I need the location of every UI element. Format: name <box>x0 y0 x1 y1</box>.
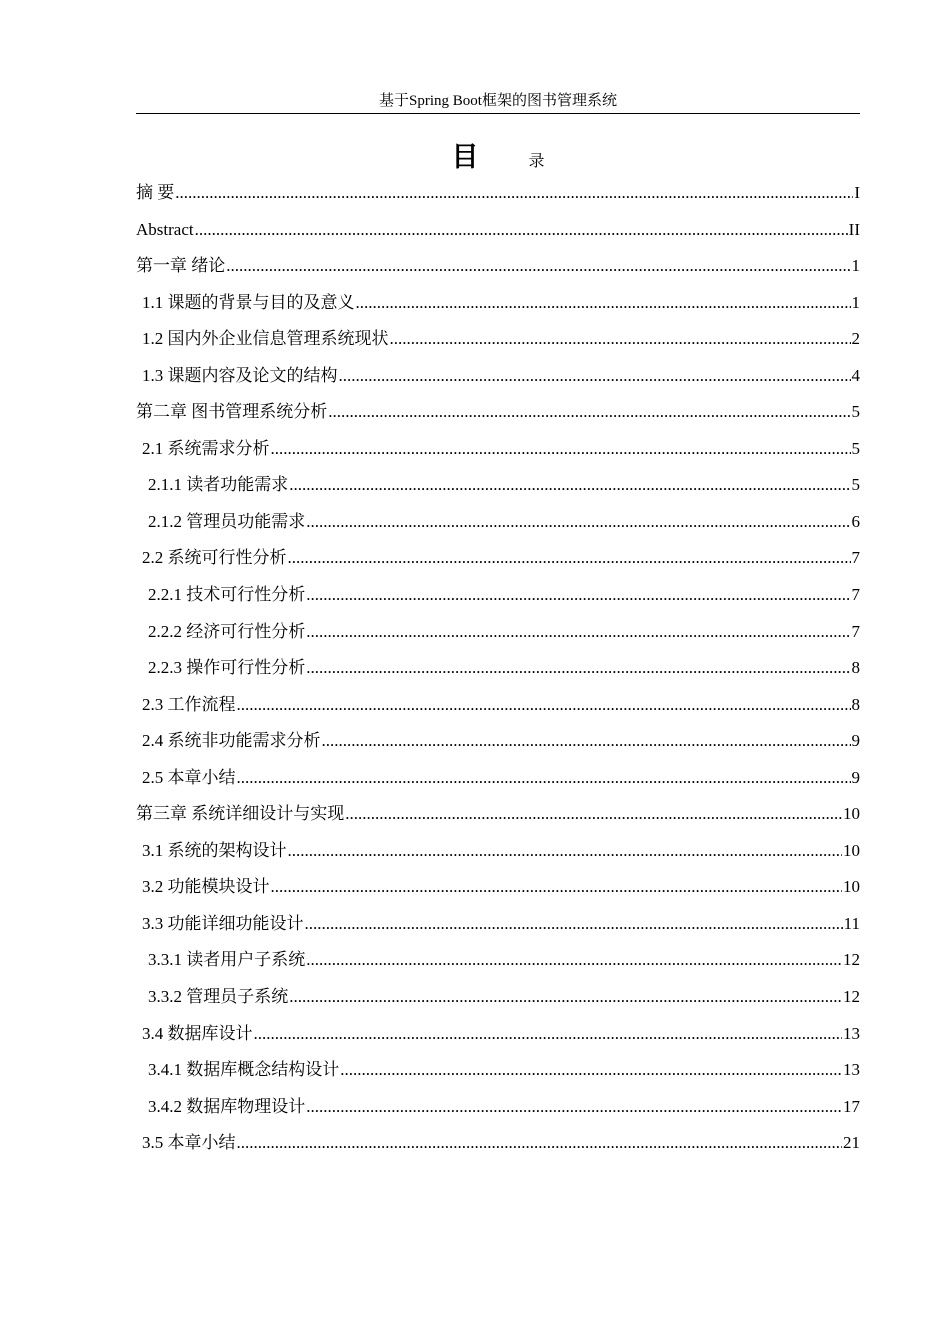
toc-entry-label: 1.2 国内外企业信息管理系统现状 <box>142 329 389 349</box>
toc-entry-page: 5 <box>851 438 860 458</box>
toc-dot-leader <box>339 358 851 394</box>
toc-entry-label: 1.3 课题内容及论文的结构 <box>142 365 338 385</box>
toc-entry-label: 2.1.2 管理员功能需求 <box>148 511 306 531</box>
toc-entry[interactable] <box>136 504 860 541</box>
toc-entry-label: 3.1 系统的架构设计 <box>142 840 287 860</box>
toc-dot-leader <box>306 1089 842 1125</box>
toc-entry-label: 2.1.1 读者功能需求 <box>148 475 289 495</box>
toc-entry-page: 12 <box>843 950 860 970</box>
toc-dot-leader <box>271 431 851 467</box>
toc-entry[interactable] <box>136 431 860 468</box>
toc-entry[interactable] <box>136 175 860 212</box>
toc-dot-leader <box>356 285 851 321</box>
toc-entry[interactable] <box>136 979 860 1016</box>
toc-entry[interactable] <box>136 760 860 797</box>
toc-entry-label: 2.1 系统需求分析 <box>142 438 270 458</box>
toc-dot-leader <box>322 723 851 759</box>
toc-entry-page: 1 <box>851 256 860 276</box>
toc-dot-leader <box>288 833 843 869</box>
toc-dot-leader <box>340 1052 842 1088</box>
page-header: 基于Spring Boot框架的图书管理系统 <box>379 93 617 109</box>
toc-dot-leader <box>175 175 853 211</box>
toc-entry-page: 7 <box>851 621 860 641</box>
toc-entry-page: 13 <box>843 1023 860 1043</box>
toc-entry-label: 1.1 课题的背景与目的及意义 <box>142 292 355 312</box>
toc-title-part2: 录 <box>528 153 545 170</box>
toc-entry-label: 2.2.2 经济可行性分析 <box>148 621 306 641</box>
toc-entry[interactable] <box>136 285 860 322</box>
toc-entry-page: 9 <box>851 731 860 751</box>
toc-dot-leader <box>271 869 843 905</box>
toc-entry-label: 摘 要 <box>136 183 175 202</box>
table-of-contents <box>136 175 860 1162</box>
toc-entry[interactable] <box>136 1016 860 1053</box>
toc-entry-label: 2.5 本章小结 <box>142 767 236 787</box>
toc-dot-leader <box>254 1016 843 1052</box>
toc-dot-leader <box>390 321 851 357</box>
toc-entry-page: 6 <box>851 511 860 531</box>
toc-entry-label: 第一章 绪论 <box>136 256 226 276</box>
toc-entry[interactable] <box>136 577 860 614</box>
header-rule <box>136 113 860 114</box>
toc-title-part1: 目 <box>451 142 479 172</box>
toc-entry-label: 3.3 功能详细功能设计 <box>142 913 304 933</box>
toc-entry-page: 7 <box>851 585 860 605</box>
toc-entry-label: 2.4 系统非功能需求分析 <box>142 731 321 751</box>
toc-entry[interactable] <box>136 1089 860 1126</box>
toc-entry-page: 12 <box>843 987 860 1007</box>
toc-entry-label: 3.3.1 读者用户子系统 <box>148 950 306 970</box>
toc-entry-page: 10 <box>843 877 860 897</box>
toc-entry-page: 2 <box>851 329 860 349</box>
toc-entry[interactable] <box>136 358 860 395</box>
toc-entry-label: 3.2 功能模块设计 <box>142 877 270 897</box>
toc-entry-label: 2.2 系统可行性分析 <box>142 548 287 568</box>
toc-entry[interactable] <box>136 942 860 979</box>
toc-dot-leader <box>306 577 850 613</box>
toc-entry-label: 3.4 数据库设计 <box>142 1023 253 1043</box>
toc-entry-page: 1 <box>851 292 860 312</box>
toc-entry-label: Abstract <box>136 219 194 239</box>
toc-entry-page: 9 <box>851 767 860 787</box>
toc-dot-leader <box>305 906 843 942</box>
toc-entry[interactable] <box>136 869 860 906</box>
toc-entry-page: 7 <box>851 548 860 568</box>
toc-dot-leader <box>288 540 851 576</box>
toc-entry-label: 2.2.1 技术可行性分析 <box>148 585 306 605</box>
toc-entry[interactable] <box>136 394 860 431</box>
toc-entry-label: 3.4.2 数据库物理设计 <box>148 1096 306 1116</box>
toc-entry[interactable] <box>136 796 860 833</box>
toc-entry[interactable] <box>136 614 860 651</box>
toc-entry[interactable] <box>136 650 860 687</box>
toc-dot-leader <box>306 942 842 978</box>
toc-dot-leader <box>237 1125 843 1161</box>
toc-entry[interactable] <box>136 1125 860 1162</box>
toc-dot-leader <box>345 796 842 832</box>
toc-dot-leader <box>226 248 850 284</box>
toc-entry-page: 10 <box>843 804 860 824</box>
toc-entry-page: 10 <box>843 840 860 860</box>
toc-entry-label: 2.2.3 操作可行性分析 <box>148 658 306 678</box>
toc-dot-leader <box>237 760 851 796</box>
toc-entry[interactable] <box>136 1052 860 1089</box>
toc-entry[interactable] <box>136 833 860 870</box>
toc-entry[interactable] <box>136 540 860 577</box>
toc-entry-page: 21 <box>843 1133 860 1153</box>
toc-entry-page: 13 <box>843 1060 860 1080</box>
toc-entry[interactable] <box>136 906 860 943</box>
toc-entry-label: 第三章 系统详细设计与实现 <box>136 804 345 824</box>
toc-entry-page: 17 <box>843 1096 860 1116</box>
toc-dot-leader <box>195 212 848 248</box>
toc-entry-page: 4 <box>851 365 860 385</box>
toc-entry[interactable] <box>136 723 860 760</box>
toc-entry[interactable] <box>136 212 860 249</box>
toc-dot-leader <box>328 394 850 430</box>
toc-dot-leader <box>306 614 850 650</box>
toc-entry-label: 3.5 本章小结 <box>142 1133 236 1153</box>
toc-dot-leader <box>306 504 850 540</box>
toc-entry-label: 3.3.2 管理员子系统 <box>148 987 289 1007</box>
toc-entry-label: 3.4.1 数据库概念结构设计 <box>148 1060 340 1080</box>
toc-dot-leader <box>237 687 851 723</box>
toc-entry-page: I <box>854 183 860 202</box>
toc-entry-page: II <box>848 219 860 239</box>
toc-dot-leader <box>289 467 850 503</box>
toc-entry[interactable] <box>136 687 860 724</box>
toc-entry-page: 8 <box>851 658 860 678</box>
toc-entry[interactable] <box>136 248 860 285</box>
toc-entry-page: 8 <box>851 694 860 714</box>
toc-entry[interactable] <box>136 467 860 504</box>
toc-entry-page: 11 <box>843 913 860 933</box>
toc-entry-label: 第二章 图书管理系统分析 <box>136 402 328 422</box>
toc-entry-page: 5 <box>851 402 860 422</box>
toc-title <box>136 135 860 174</box>
toc-dot-leader <box>289 979 842 1015</box>
toc-dot-leader <box>306 650 850 686</box>
toc-entry-label: 2.3 工作流程 <box>142 694 236 714</box>
toc-entry-page: 5 <box>851 475 860 495</box>
toc-entry[interactable] <box>136 321 860 358</box>
